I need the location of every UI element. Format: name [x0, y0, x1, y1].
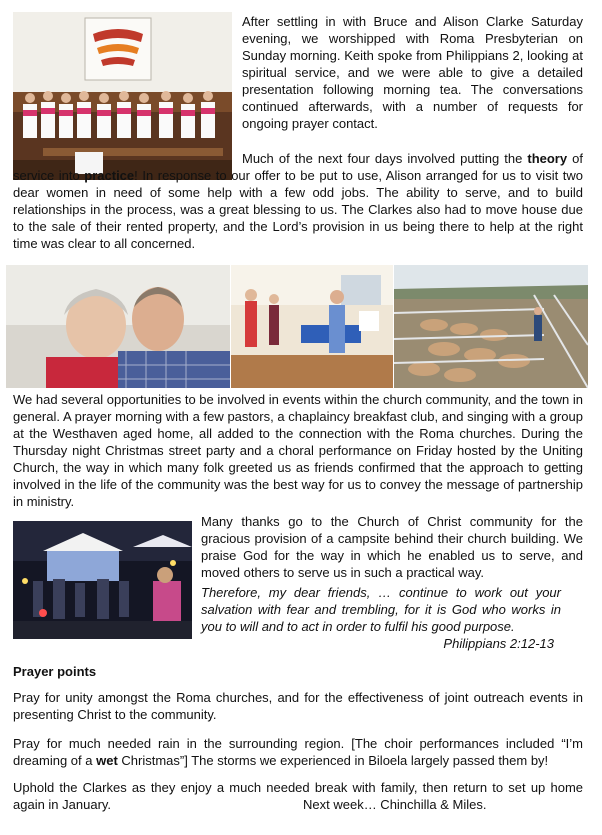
theory-emphasis: theory [527, 151, 568, 166]
prayer-point-rain-end: Christmas”] The storms we experienced in Biloela largely passed them by! [117, 753, 549, 768]
scripture-reference: Philippians 2:12-13 [443, 636, 554, 651]
practice-emphasis: practice [84, 168, 135, 183]
thanks-paragraph: Many thanks go to the Church of Christ community for the gracious provision of a campsite behind their church building. We praise God for the way in which he enabled us to serve, and moved others to serve us in such a practical way. [201, 514, 583, 580]
photo-cattle-yards [394, 265, 588, 388]
photo-street-party [13, 521, 192, 639]
prayer-point-rain [13, 735, 583, 769]
intro-paragraph-2-end: ! In response to our offer to be put to use, Alison arranged for us to visit two dear women in need of some help with a few odd jobs. The ability to serve, and to build relationships in the process, was a great blessing to us. The Clarkes also had to move house due to the sale of their rented property, and the Lord’s provision in us being there to help at the right time was clear to all concerned. [13, 168, 583, 251]
photo-community-event [231, 265, 393, 388]
wet-emphasis: wet [96, 753, 118, 768]
prayer-points-heading: Prayer points [13, 664, 97, 679]
intro-paragraph-2 [13, 150, 583, 252]
intro-paragraph-1: After settling in with Bruce and Alison Clarke Saturday evening, we worshipped with Roma Presbyterian on Sunday morning. Keith spoke from Philippians 2, looking at spiritual service, and we were able to give a detailed presentation following morning tea. The conversations continued afterwards, with a number of requests for ongoing prayer contact. [242, 14, 583, 131]
scripture-quote: Therefore, my dear friends, … continue to work out your salvation with fear and trembling, for it is God who works in you to will and to act in order to fulfil his good purpose. [201, 585, 561, 634]
prayer-point-rain-start: Pray for much needed rain in the surrounding region. [The choir performances included “I’m dreaming of a [13, 736, 583, 768]
middle-paragraph: We had several opportunities to be involved in events within the church community, and the town in general. A prayer morning with a few pastors, a chaplaincy breakfast club, and singing with a group at the Westhaven aged home, all added to the connection with the Roma churches. During the Thursday night Christmas street party and a choral performance on Friday hosted by the Uniting Church, the way in which many folk greeted us as friends confirmed that the approach to getting involved in the life of the community was the best way for us to convey the message of partnership in ministry. [13, 392, 583, 509]
intro-paragraph-2-middle: of service into [13, 151, 583, 183]
prayer-point-clarkes: Uphold the Clarkes as they enjoy a much needed break with family, then return to set up home again in January. [13, 780, 583, 812]
prayer-point-unity: Pray for unity amongst the Roma churches, and for the effectiveness of joint outreach events in presenting Christ to the community. [13, 690, 583, 722]
intro-paragraph-2-start: Much of the next four days involved putting the [242, 151, 528, 166]
photo-couple-portrait [6, 265, 230, 388]
next-week-note: Next week… Chinchilla & Miles. [303, 797, 487, 812]
